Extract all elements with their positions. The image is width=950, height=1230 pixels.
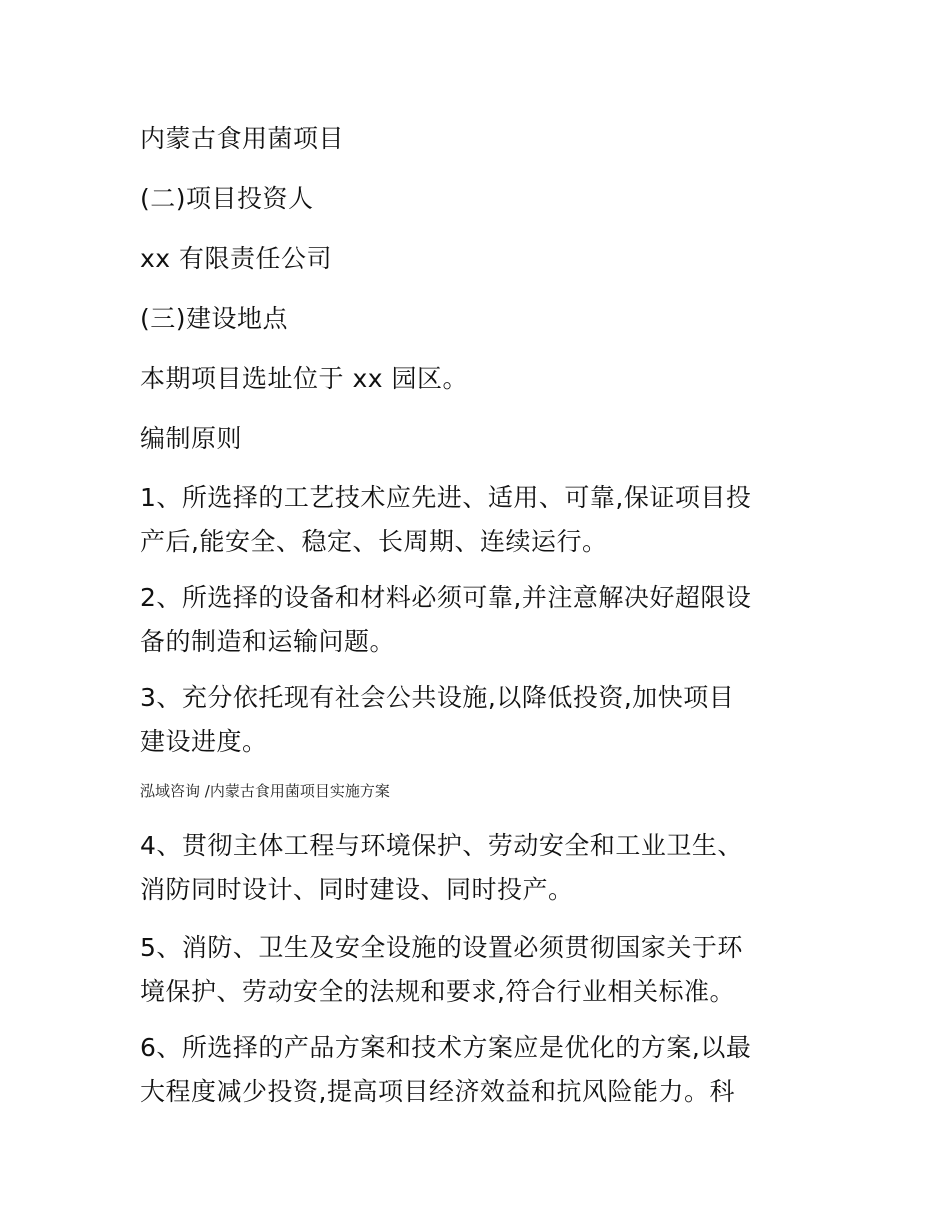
location-text-line: 本期项目选址位于 xx 园区。 <box>140 364 468 393</box>
paragraph-line: 6、所选择的产品方案和技术方案应是优化的方案,以最 <box>140 1033 752 1062</box>
paragraph-line: 大程度减少投资,提高项目经济效益和抗风险能力。科 <box>140 1077 735 1106</box>
section-heading-investor: (二)项目投资人 <box>140 184 314 213</box>
section-heading-principles: 编制原则 <box>140 424 243 453</box>
paragraph-line: 2、所选择的设备和材料必须可靠,并注意解决好超限设 <box>140 583 752 612</box>
paragraph-line: 建设进度。 <box>140 727 268 756</box>
principle-paragraph-5 <box>140 926 820 1014</box>
section-heading-location: (三)建设地点 <box>140 304 289 333</box>
paragraph-line: 备的制造和运输问题。 <box>140 627 396 656</box>
running-header: 泓域咨询 /内蒙古食用菌项目实施方案 <box>140 782 390 800</box>
principle-paragraph-4 <box>140 824 820 912</box>
paragraph-line: 产后,能安全、稳定、长周期、连续运行。 <box>140 527 608 556</box>
paragraph-line: 消防同时设计、同时建设、同时投产。 <box>140 875 574 904</box>
project-title-line: 内蒙古食用菌项目 <box>140 124 345 153</box>
paragraph-line: 5、消防、卫生及安全设施的设置必须贯彻国家关于环 <box>140 933 743 962</box>
principle-paragraph-2 <box>140 576 820 664</box>
principle-paragraph-1 <box>140 476 820 564</box>
paragraph-line: 4、贯彻主体工程与环境保护、劳动安全和工业卫生、 <box>140 831 743 860</box>
paragraph-line: 境保护、劳动安全的法规和要求,符合行业相关标准。 <box>140 977 735 1006</box>
paragraph-line: 3、充分依托现有社会公共设施,以降低投资,加快项目 <box>140 683 735 712</box>
investor-name-line: xx 有限责任公司 <box>140 244 333 273</box>
paragraph-line: 1、所选择的工艺技术应先进、适用、可靠,保证项目投 <box>140 483 752 512</box>
principle-paragraph-6 <box>140 1026 820 1114</box>
principle-paragraph-3 <box>140 676 820 764</box>
